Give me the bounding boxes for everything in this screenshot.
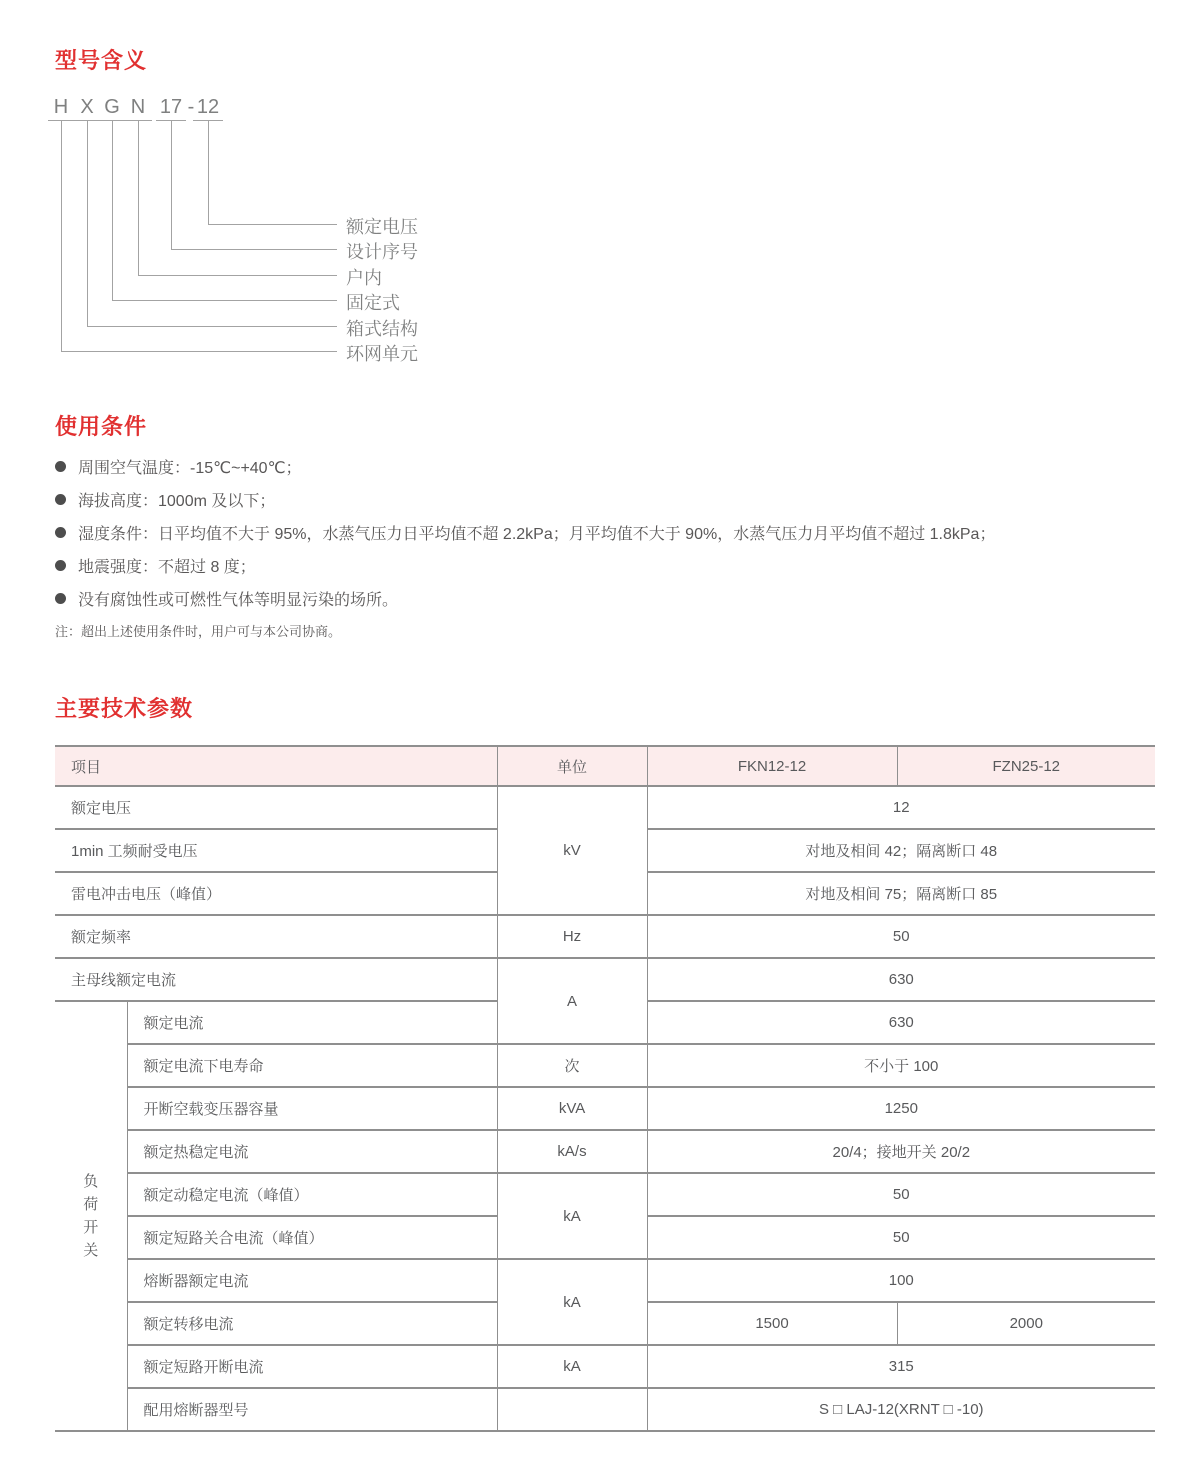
bullet-icon [55, 527, 66, 538]
header-unit: 单位 [497, 746, 647, 786]
param-value: 50 [647, 1173, 1155, 1216]
leader-line [138, 275, 337, 276]
leader-line [138, 121, 139, 275]
technical-parameters-table [55, 745, 1155, 1432]
header-model-fzn25: FZN25-12 [897, 746, 1155, 786]
param-name: 主母线额定电流 [55, 958, 497, 1001]
leader-line [112, 121, 113, 300]
table-row [55, 1087, 1155, 1130]
model-code-char: 12 [196, 96, 220, 118]
model-code-char: X [80, 96, 94, 118]
condition-item [55, 489, 1165, 510]
param-unit: kA [497, 1345, 647, 1388]
table-row [55, 1259, 1155, 1302]
param-name: 额定短路关合电流（峰值） [127, 1216, 497, 1259]
table-row [55, 1388, 1155, 1431]
condition-text: 没有腐蚀性或可燃性气体等明显污染的场所。 [78, 592, 399, 609]
param-value-fzn: 2000 [897, 1302, 1155, 1345]
param-unit [497, 1388, 647, 1431]
param-name: 额定频率 [55, 915, 497, 958]
condition-text: 湿度条件：日平均值不大于 95%，水蒸气压力日平均值不超 2.2kPa；月平均值不大于 90%，水蒸气压力月平均值不超过 1.8kPa； [78, 526, 996, 543]
condition-text: 地震强度：不超过 8 度； [78, 559, 256, 576]
header-model-fkn12: FKN12-12 [647, 746, 897, 786]
param-name: 配用熔断器型号 [127, 1388, 497, 1431]
bullet-icon [55, 494, 66, 505]
leader-line [171, 249, 337, 250]
group-label-load-switch: 负荷开关 [55, 1001, 127, 1431]
use-conditions-title: 使用条件 [55, 414, 148, 439]
table-row [55, 1345, 1155, 1388]
code-underline [126, 120, 152, 121]
param-name: 额定电压 [55, 786, 497, 829]
param-value: S □ LAJ-12(XRNT □ -10) [647, 1388, 1155, 1431]
param-unit: kVA [497, 1087, 647, 1130]
model-code-char: H [53, 96, 69, 118]
param-value: 12 [647, 786, 1155, 829]
leader-line [87, 326, 337, 327]
leader-line [61, 351, 337, 352]
model-code-dash: - [187, 96, 195, 118]
diagram-label-fixed-type: 固定式 [346, 293, 400, 313]
code-underline [100, 120, 126, 121]
param-unit: Hz [497, 915, 647, 958]
param-name: 额定动稳定电流（峰值） [127, 1173, 497, 1216]
use-conditions-list [55, 456, 1165, 640]
model-code-char: 17 [159, 96, 183, 118]
table-row [55, 1044, 1155, 1087]
table-row [55, 1130, 1155, 1173]
param-name: 额定短路开断电流 [127, 1345, 497, 1388]
param-value: 100 [647, 1259, 1155, 1302]
bullet-icon [55, 560, 66, 571]
diagram-label-rated-voltage: 额定电压 [346, 217, 418, 237]
condition-text: 周围空气温度：-15℃~+40℃； [78, 460, 302, 477]
param-name: 熔断器额定电流 [127, 1259, 497, 1302]
condition-item [55, 456, 1165, 477]
diagram-label-box-structure: 箱式结构 [346, 319, 418, 339]
model-code-char: N [130, 96, 146, 118]
diagram-label-ring-main-unit: 环网单元 [346, 344, 418, 364]
param-value: 20/4；接地开关 20/2 [647, 1130, 1155, 1173]
param-value: 不小于 100 [647, 1044, 1155, 1087]
conditions-note: 注：超出上述使用条件时，用户可与本公司协商。 [55, 624, 342, 639]
param-unit: 次 [497, 1044, 647, 1087]
bullet-icon [55, 593, 66, 604]
diagram-label-design-serial: 设计序号 [346, 242, 418, 262]
param-value: 1250 [647, 1087, 1155, 1130]
table-row [55, 958, 1155, 1001]
bullet-icon [55, 461, 66, 472]
param-name: 额定热稳定电流 [127, 1130, 497, 1173]
leader-line [61, 121, 62, 351]
param-value: 对地及相间 42；隔离断口 48 [647, 829, 1155, 872]
param-unit: kA/s [497, 1130, 647, 1173]
leader-line [87, 121, 88, 326]
table-header-row [55, 746, 1155, 786]
condition-item [55, 522, 1165, 543]
param-value: 对地及相间 75；隔离断口 85 [647, 872, 1155, 915]
param-name: 额定电流 [127, 1001, 497, 1044]
param-unit: kV [497, 786, 647, 915]
param-value-fkn: 1500 [647, 1302, 897, 1345]
diagram-label-indoor: 户内 [346, 268, 382, 288]
param-name: 额定转移电流 [127, 1302, 497, 1345]
header-item: 项目 [55, 746, 497, 786]
condition-item [55, 555, 1165, 576]
table-row [55, 1173, 1155, 1216]
param-value: 630 [647, 1001, 1155, 1044]
param-name: 额定电流下电寿命 [127, 1044, 497, 1087]
param-name: 1min 工频耐受电压 [55, 829, 497, 872]
param-value: 50 [647, 1216, 1155, 1259]
leader-line [208, 121, 209, 224]
param-unit: A [497, 958, 647, 1044]
leader-line [208, 224, 337, 225]
param-unit: kA [497, 1259, 647, 1345]
condition-text: 海拔高度：1000m 及以下； [78, 493, 276, 510]
param-value: 50 [647, 915, 1155, 958]
table-row [55, 786, 1155, 829]
param-name: 开断空载变压器容量 [127, 1087, 497, 1130]
leader-line [171, 121, 172, 249]
main-parameters-title: 主要技术参数 [55, 696, 194, 721]
condition-item [55, 588, 1165, 609]
param-value: 315 [647, 1345, 1155, 1388]
table-row [55, 915, 1155, 958]
leader-line [112, 300, 337, 301]
model-meaning-title: 型号含义 [55, 48, 148, 73]
param-name: 雷电冲击电压（峰值） [55, 872, 497, 915]
param-value: 630 [647, 958, 1155, 1001]
model-code-char: G [104, 96, 120, 118]
param-unit: kA [497, 1173, 647, 1259]
